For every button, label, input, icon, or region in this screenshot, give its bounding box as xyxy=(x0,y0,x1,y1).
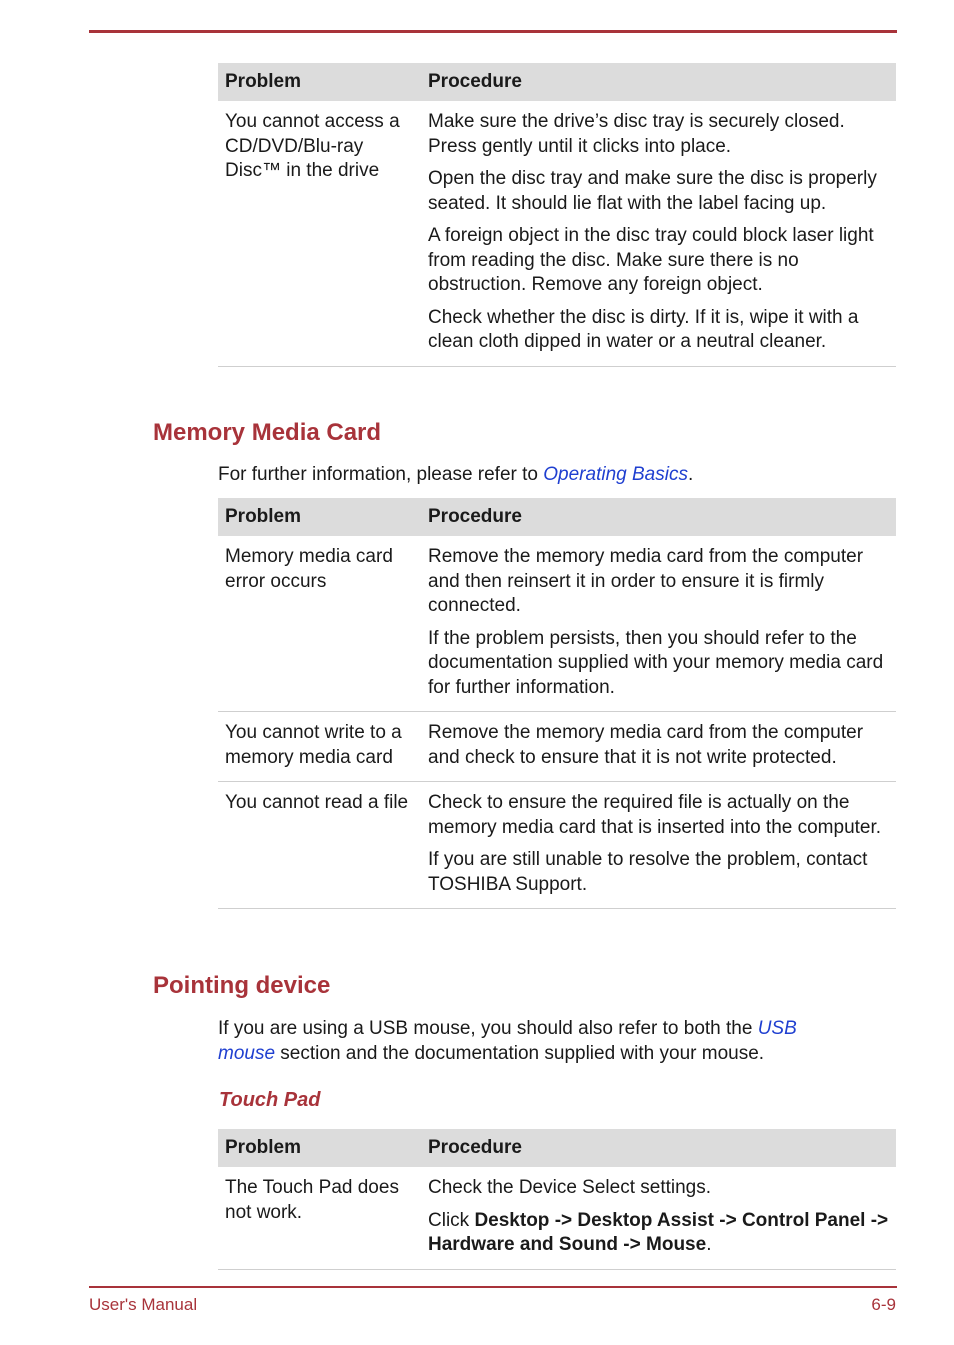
cd-troubleshoot-table xyxy=(218,63,896,367)
menu-path: Desktop -> Desktop Assist -> Control Panel -> Hardware and Sound -> Mouse xyxy=(428,1209,889,1255)
problem-cell: The Touch Pad does not work. xyxy=(225,1177,399,1223)
touch-pad-table xyxy=(218,1129,896,1270)
procedure-step: Make sure the drive’s disc tray is securely closed. Press gently until it clicks into place. xyxy=(428,111,845,157)
table-row xyxy=(218,1167,896,1270)
table-row xyxy=(218,536,896,712)
procedure-step: If the problem persists, then you should refer to the documentation supplied with your memory media card for further information. xyxy=(428,627,884,698)
table-row xyxy=(218,712,896,782)
procedure-step: Check the Device Select settings. xyxy=(428,1177,712,1198)
procedure-step xyxy=(428,1209,896,1258)
procedure-cell xyxy=(422,791,896,897)
memory-card-table xyxy=(218,498,896,909)
click-suffix: . xyxy=(706,1234,712,1255)
memory-intro-text: For further information, please refer to xyxy=(218,464,544,485)
column-header-problem: Problem xyxy=(225,506,302,527)
header-rule xyxy=(89,30,897,33)
memory-intro-end: . xyxy=(687,464,694,485)
memory-intro xyxy=(218,463,858,488)
column-header-procedure: Procedure xyxy=(428,506,522,527)
pointing-intro-end: section and the documentation supplied with your mouse. xyxy=(275,1042,765,1064)
pointing-intro xyxy=(218,1017,848,1066)
procedure-step: Open the disc tray and make sure the disc is properly seated. It should lie flat with the label facing up. xyxy=(428,168,877,214)
column-header-problem: Problem xyxy=(225,1137,302,1158)
problem-cell: You cannot write to a memory media card xyxy=(225,722,402,768)
column-header-procedure: Procedure xyxy=(428,1137,522,1158)
procedure-step: Check whether the disc is dirty. If it is, wipe it with a clean cloth dipped in water or a neutral cleaner. xyxy=(428,306,859,352)
footer-rule xyxy=(89,1286,897,1288)
procedure-cell xyxy=(422,110,896,355)
section-title-pointing-device: Pointing device xyxy=(153,972,331,999)
procedure-step: Remove the memory media card from the computer and then reinsert it in order to ensure it is firmly connected. xyxy=(428,546,864,616)
problem-cell: You cannot access a CD/DVD/Blu-ray Disc™ in the drive xyxy=(225,111,400,181)
procedure-cell xyxy=(422,545,896,700)
procedure-cell xyxy=(422,721,896,770)
table-row xyxy=(218,101,896,367)
section-title-memory-media-card: Memory Media Card xyxy=(153,419,382,446)
footer-manual-title: User's Manual xyxy=(89,1295,198,1314)
procedure-step: Check to ensure the required file is actually on the memory media card that is inserted into the computer. xyxy=(428,792,882,838)
table-header xyxy=(218,498,896,536)
table-row xyxy=(218,782,896,909)
procedure-step: A foreign object in the disc tray could block laser light from reading the disc. Make sure there is no obstruction. Remove any foreign object. xyxy=(428,225,874,295)
column-header-problem: Problem xyxy=(225,71,302,92)
page-number: 6-9 xyxy=(871,1295,896,1314)
procedure-step: If you are still unable to resolve the problem, contact TOSHIBA Support. xyxy=(428,849,868,895)
subsection-title-touch-pad: Touch Pad xyxy=(219,1089,321,1111)
operating-basics-link[interactable]: Operating Basics xyxy=(543,464,688,485)
problem-cell: You cannot read a file xyxy=(225,792,409,813)
column-header-procedure: Procedure xyxy=(428,71,522,92)
usb-mouse-link[interactable]: USB mouse xyxy=(218,1018,797,1064)
table-header xyxy=(218,63,896,101)
procedure-cell xyxy=(422,1176,896,1258)
table-header xyxy=(218,1129,896,1167)
click-prefix: Click xyxy=(428,1209,475,1231)
problem-cell: Memory media card error occurs xyxy=(225,546,393,592)
pointing-intro-text: If you are using a USB mouse, you should also refer to both the xyxy=(218,1018,758,1039)
procedure-step: Remove the memory media card from the computer and check to ensure that it is not write protected. xyxy=(428,722,864,768)
